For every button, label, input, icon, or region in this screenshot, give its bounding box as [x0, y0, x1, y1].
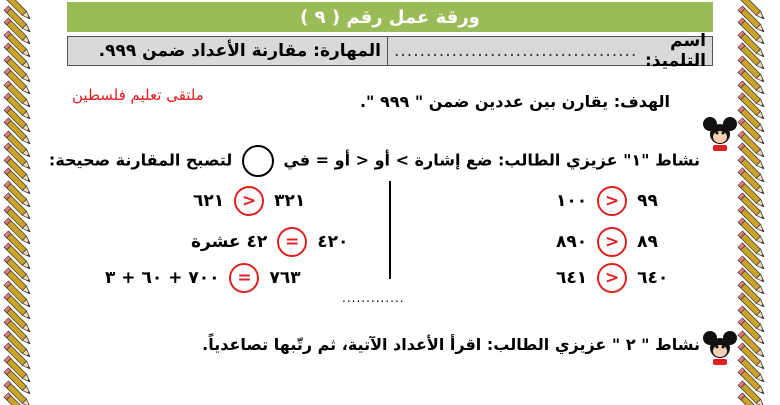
left-pencil-border: [0, 0, 46, 405]
blank-circle-icon: [242, 145, 274, 177]
skill-label: المهارة: مقارنة الأعداد ضمن ٩٩٩.: [98, 41, 381, 61]
separator-dots: .............: [342, 291, 405, 305]
comparison-value-a: ٤٢ عشرة: [191, 232, 268, 252]
comparison-left-1: [193, 186, 305, 216]
student-name-label: اسم التلميذ:: [644, 31, 706, 71]
mickey-mouse-icon: [702, 116, 738, 152]
comparison-symbol[interactable]: =: [229, 263, 259, 293]
comparison-value-b: ٩٩: [637, 191, 658, 211]
comparison-symbol[interactable]: >: [597, 263, 627, 293]
comparison-symbol[interactable]: >: [597, 186, 627, 216]
column-divider: [389, 181, 391, 279]
activity-1-instruction: [49, 145, 700, 177]
activity-1-prefix: نشاط "١" عزيزي الطالب: ضع إشارة > أو < أو = في: [283, 150, 700, 170]
mickey-mouse-icon: [702, 330, 738, 366]
comparison-right-2: [556, 227, 658, 257]
activity-1-suffix: لتصبح المقارنة صحيحة:: [48, 150, 233, 170]
comparison-left-3: [105, 263, 301, 293]
comparison-symbol[interactable]: >: [234, 186, 264, 216]
worksheet-title: ورقة عمل رقم ( ٩ ): [67, 2, 713, 32]
comparison-value-a: ٧٠٠ + ٦٠ + ٣: [105, 268, 220, 288]
comparison-value-a: ٦٤١: [556, 268, 588, 288]
forum-watermark-text: ملتقى تعليم فلسطين: [72, 86, 204, 104]
goal-text: الهدف: يقارن بين عددين ضمن " ٩٩٩ ".: [359, 92, 670, 111]
comparison-right-1: [556, 186, 658, 216]
comparison-value-b: ٦٤٠: [637, 268, 669, 288]
info-row: [67, 31, 713, 71]
comparison-value-b: ٤٢٠: [317, 232, 349, 252]
right-pencil-border: [734, 0, 780, 405]
comparison-left-2: [191, 227, 348, 257]
comparison-value-a: ٨٩٠: [556, 232, 588, 252]
student-name-dots: ......................................: [394, 41, 638, 61]
student-name-cell[interactable]: [387, 31, 712, 71]
comparison-value-a: ٦٢١: [193, 191, 225, 211]
comparison-value-a: ١٠٠: [556, 191, 588, 211]
comparison-value-b: ٣٢١: [274, 191, 306, 211]
skill-cell: [68, 37, 387, 65]
comparison-symbol[interactable]: >: [597, 227, 627, 257]
comparison-value-b: ٧٦٣: [269, 268, 301, 288]
comparison-value-b: ٨٩: [637, 232, 658, 252]
comparison-right-3: [556, 263, 668, 293]
activity-2-instruction: نشاط " ٢ " عزيزي الطالب: اقرأ الأعداد الآتية، ثم رتّبها تصاعدياً.: [202, 335, 700, 354]
comparison-symbol[interactable]: =: [277, 227, 307, 257]
